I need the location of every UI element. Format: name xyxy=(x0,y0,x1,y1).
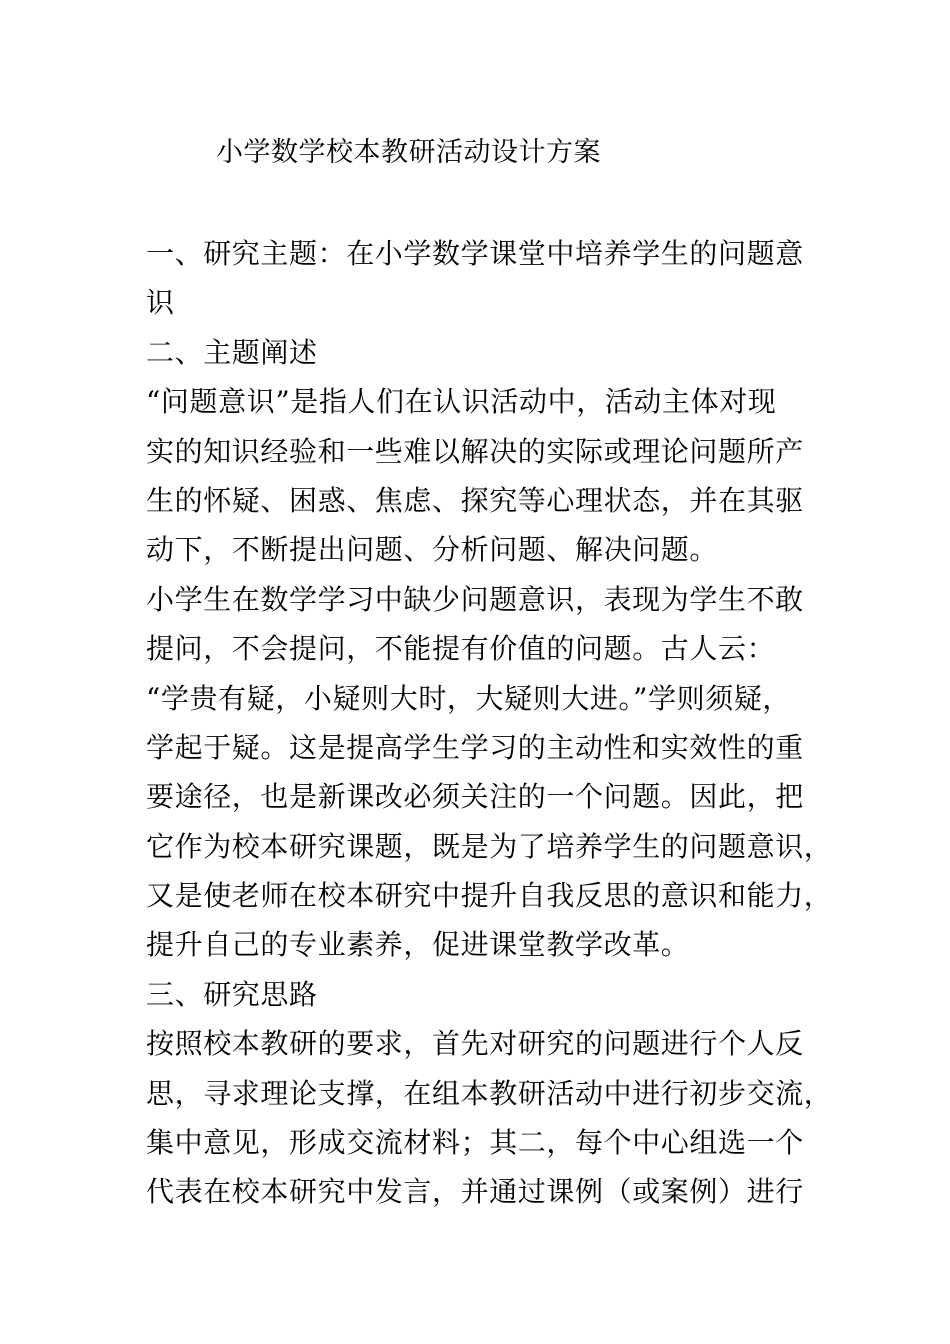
paragraph-line: 动下，不断提出问题、分析问题、解决问题。 xyxy=(146,533,719,567)
paragraph-line: 生的怀疑、困惑、焦虑、探究等心理状态，并在其驱 xyxy=(146,483,804,517)
heading-topic-explanation: 二、主题阐述 xyxy=(146,335,318,369)
paragraph-line: 要途径，也是新课改必须关注的一个问题。因此，把 xyxy=(146,780,804,814)
heading-research-topic: 一、研究主题：在小学数学课堂中培养学生的问题意 xyxy=(146,237,804,270)
paragraph-line: 代表在校本研究中发言，并通过课例（或案例）进行 xyxy=(146,1175,804,1209)
document-title: 小学数学校本教研活动设计方案 xyxy=(216,137,601,168)
paragraph-line: 提问，不会提问，不能提有价值的问题。古人云： xyxy=(146,632,776,666)
paragraph-line: “问题意识”是指人们在认识活动中，活动主体对现 xyxy=(146,385,777,419)
paragraph-line: 集中意见，形成交流材料；其二，每个中心组选一个 xyxy=(146,1126,804,1160)
paragraph-line: 又是使老师在校本研究中提升自我反思的意识和能力， xyxy=(146,879,833,913)
paragraph-line: 学起于疑。这是提高学生学习的主动性和实效性的重 xyxy=(146,730,804,764)
heading-research-topic-cont: 识 xyxy=(146,286,175,320)
paragraph-line: 实的知识经验和一些难以解决的实际或理论问题所产 xyxy=(146,434,804,468)
paragraph-line: 提升自己的专业素养，促进课堂教学改革。 xyxy=(146,928,690,962)
document-body xyxy=(146,229,833,1217)
paragraph-line: 小学生在数学学习中缺少问题意识，表现为学生不敢 xyxy=(146,582,804,616)
paragraph-line: 它作为校本研究课题，既是为了培养学生的问题意识， xyxy=(146,829,833,863)
paragraph-line: 按照校本教研的要求，首先对研究的问题进行个人反 xyxy=(146,1027,804,1061)
heading-research-approach: 三、研究思路 xyxy=(146,977,318,1011)
paragraph-line: 思，寻求理论支撑，在组本教研活动中进行初步交流， xyxy=(146,1076,833,1110)
paragraph-line: “学贵有疑，小疑则大时，大疑则大进。”学则须疑， xyxy=(146,681,792,715)
